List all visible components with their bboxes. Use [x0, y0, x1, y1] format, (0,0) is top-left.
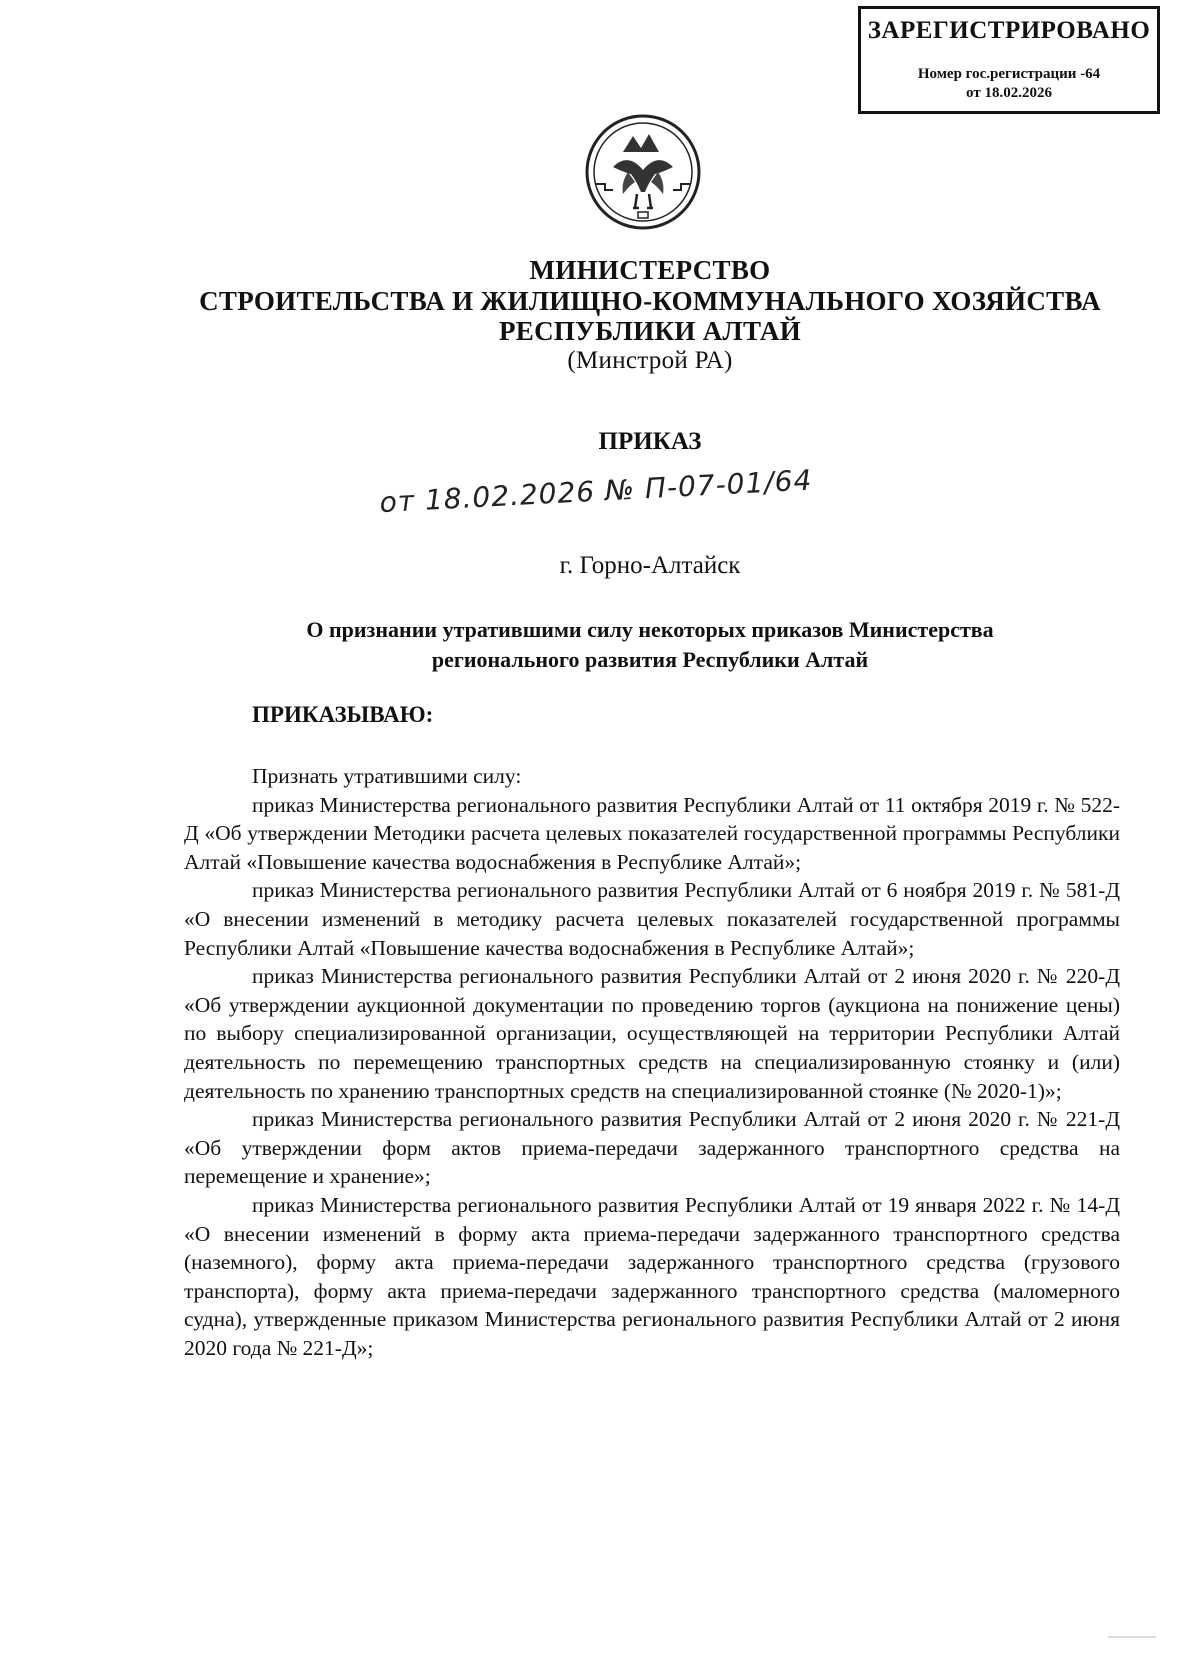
- stamp-date: от 18.02.2026: [966, 85, 1052, 101]
- orders-word: ПРИКАЗЫВАЮ:: [252, 702, 434, 727]
- stamp-reg-number: Номер гос.регистрации -64: [917, 66, 1101, 82]
- city-line: г. Горно-Алтайск: [559, 552, 741, 579]
- registration-stamp: [858, 6, 1160, 114]
- subject-line-1: О признании утратившими силу некоторых приказов Министерства: [306, 617, 994, 642]
- page-corner-mark: [1108, 1636, 1156, 1638]
- order-subject: [150, 615, 1150, 675]
- subject-line-2: регионального развития Республики Алтай: [431, 647, 869, 672]
- body-item: приказ Министерства регионального развития Республики Алтай от 2 июня 2020 г. № 221-Д «Об утверждении форм актов приема-передачи задержанного транспортного средства на перемещение и хранение»;: [184, 1107, 1120, 1189]
- body-item: приказ Министерства регионального развития Республики Алтай от 2 июня 2020 г. № 220-Д «Об утверждении аукционной документации по проведению торгов (аукциона на понижение цены) по выбору специализированной организации, осуществляющей на территории Республики Алтай деятельность по перемещению транспортных средств на специализированную стоянку и (или) деятельность по хранению транспортных средств на специализированной стоянке (№ 2020-1)»;: [184, 964, 1120, 1103]
- altai-coat-of-arms-icon: [583, 112, 703, 232]
- ministry-line-1: МИНИСТЕРСТВО: [529, 255, 771, 285]
- ministry-line-2: СТРОИТЕЛЬСТВА И ЖИЛИЩНО-КОММУНАЛЬНОГО ХОЗЯЙСТВА: [199, 286, 1101, 316]
- body-item: приказ Министерства регионального развития Республики Алтай от 6 ноября 2019 г. № 581-Д «О внесении изменений в методику расчета целевых показателей государственной программы Республики Алтай «Повышение качества водоснабжения в Республике Алтай»;: [184, 878, 1120, 960]
- order-title: ПРИКАЗ: [598, 428, 702, 455]
- body-item: приказ Министерства регионального развития Республики Алтай от 11 октября 2019 г. № 522-Д «Об утверждении Методики расчета целевых показателей государственной программы Республики Алтай «Повышение качества водоснабжения в Республике Алтай»;: [184, 792, 1120, 874]
- stamp-title: ЗАРЕГИСТРИРОВАНО: [867, 17, 1151, 44]
- handwritten-order-number: от 18.02.2026 № П-07-01/64: [378, 463, 814, 520]
- body-item: приказ Министерства регионального развития Республики Алтай от 19 января 2022 г. № 14-Д «О внесении изменений в форму акта приема-передачи задержанного транспортного средства (наземного), форму акта приема-передачи задержанного транспортного средства (грузового транспорта), форму акта приема-передачи задержанного транспортного средства (маломерного судна), утвержденные приказом Министерства регионального развития Республики Алтай от 2 июня 2020 года № 221-Д»;: [184, 1192, 1120, 1360]
- ministry-short-name: (Минстрой РА): [567, 347, 733, 374]
- ministry-line-3: РЕСПУБЛИКИ АЛТАЙ: [498, 316, 802, 346]
- body-lead: Признать утратившими силу:: [252, 764, 522, 788]
- order-body: [184, 762, 1120, 1362]
